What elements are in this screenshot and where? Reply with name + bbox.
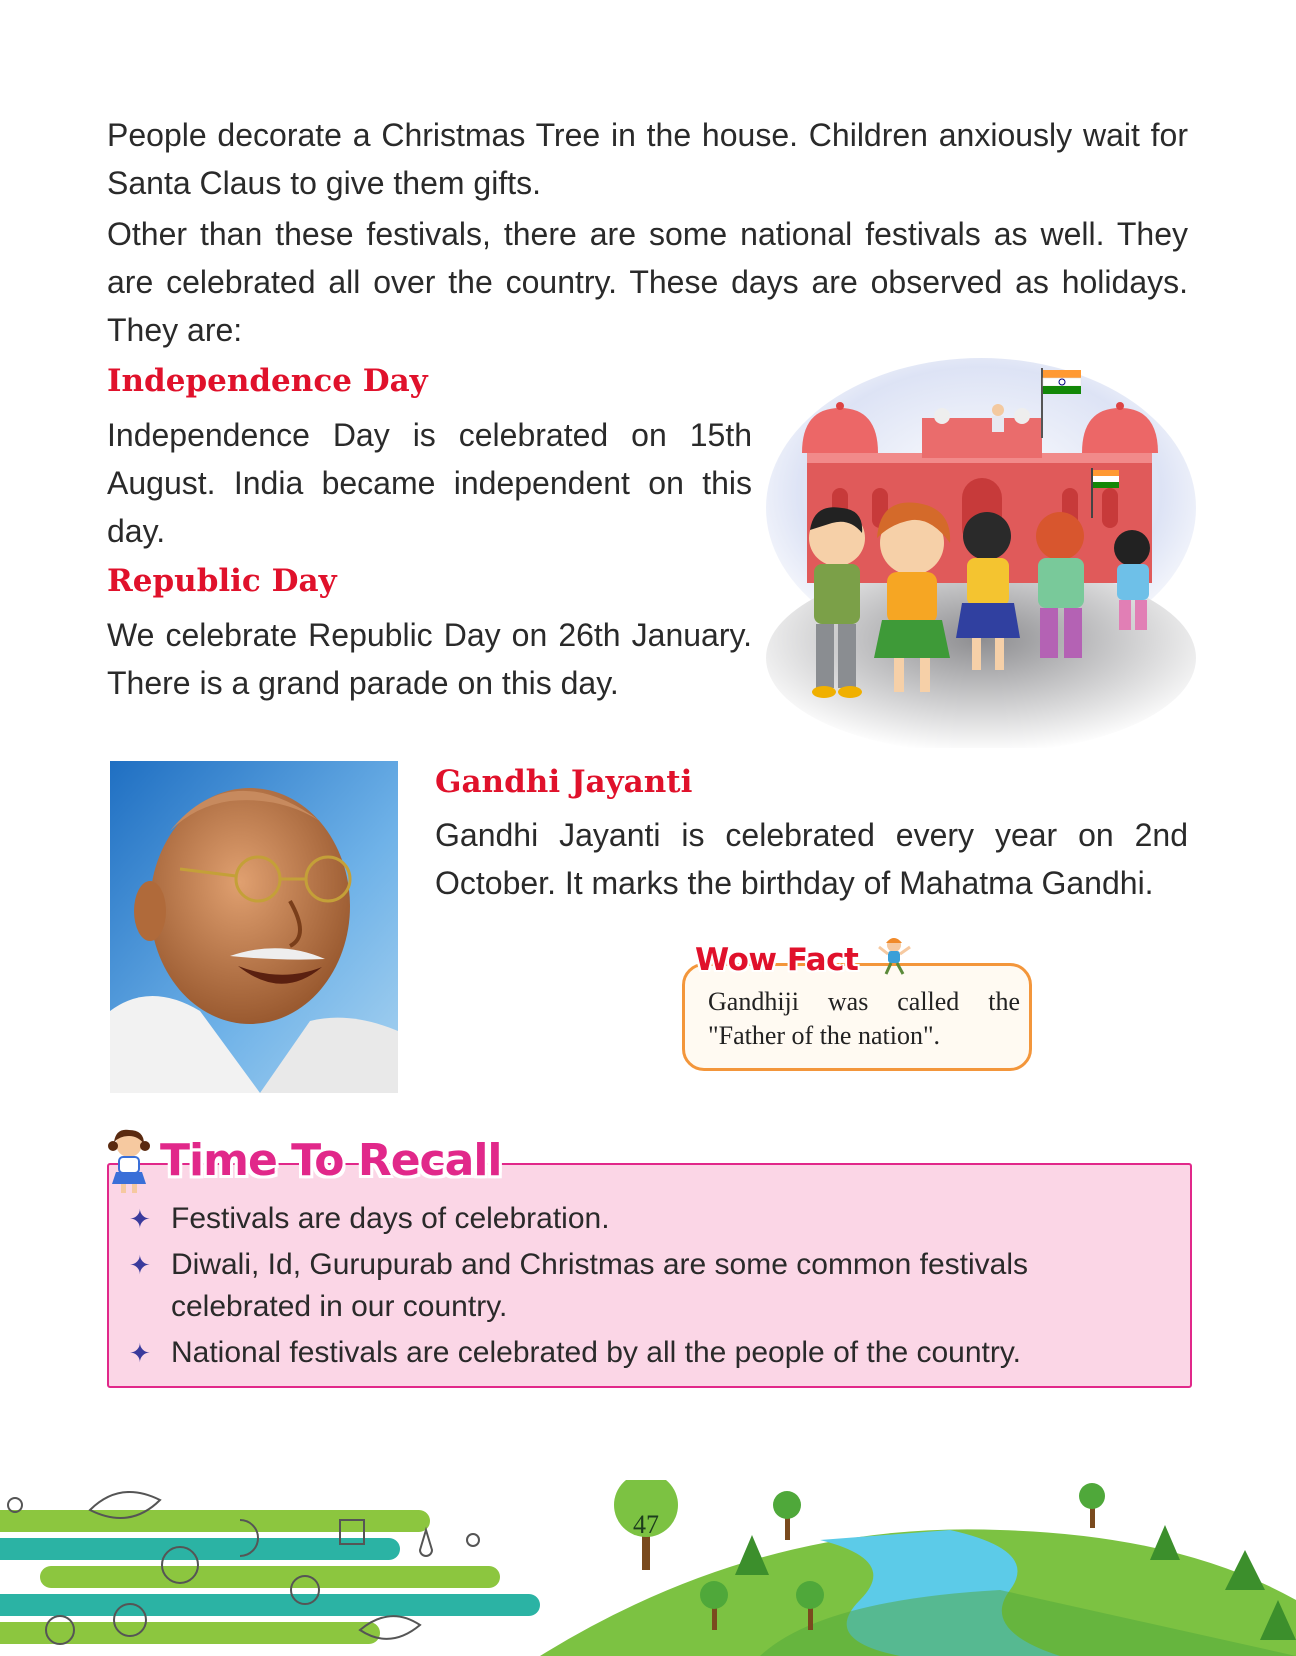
republic-day-heading: Republic Day — [107, 563, 337, 599]
gandhi-jayanti-heading: Gandhi Jayanti — [435, 764, 693, 800]
star-bullet-icon: ✦ — [129, 1338, 151, 1368]
girl-mascot-icon — [104, 1128, 154, 1194]
recall-list — [125, 1198, 1175, 1378]
recall-item-text: Diwali, Id, Gurupurab and Christmas are some common festivals celebrated in our country. — [171, 1248, 1028, 1323]
recall-item-text: Festivals are days of celebration. — [171, 1202, 610, 1235]
star-bullet-icon: ✦ — [129, 1204, 151, 1234]
mahatma-gandhi-portrait — [110, 761, 398, 1093]
page-number: 47 — [633, 1510, 659, 1539]
wow-fact-text: Gandhiji was called the "Father of the nation". — [708, 987, 1020, 1050]
intro-paragraph-2: Other than these festivals, there are some national festivals as well. They are celebrated all over the country. These days are observed as holidays. They are: — [107, 216, 1188, 348]
independence-day-text: Independence Day is celebrated on 15th August. India became independent on this day. — [107, 417, 752, 549]
jumping-kid-icon — [876, 937, 914, 977]
gandhi-jayanti-text: Gandhi Jayanti is celebrated every year on 2nd October. It marks the birthday of Mahatma Gandhi. — [435, 817, 1188, 901]
independence-day-heading: Independence Day — [107, 363, 428, 399]
footer-eco-decoration — [0, 1480, 1296, 1656]
republic-day-text: We celebrate Republic Day on 26th January. There is a grand parade on this day. — [107, 617, 752, 701]
intro-paragraph-1: People decorate a Christmas Tree in the house. Children anxiously wait for Santa Claus to give them gifts. — [107, 117, 1188, 201]
red-fort-children-illustration — [762, 358, 1200, 748]
time-to-recall-title: Time To Recall — [160, 1135, 502, 1186]
recall-item — [125, 1244, 1175, 1328]
recall-item-text: National festivals are celebrated by all the people of the country. — [171, 1336, 1021, 1369]
recall-item — [125, 1332, 1175, 1374]
wow-fact-title: Wow Fact — [695, 942, 859, 978]
star-bullet-icon: ✦ — [129, 1250, 151, 1280]
recall-item — [125, 1198, 1175, 1240]
